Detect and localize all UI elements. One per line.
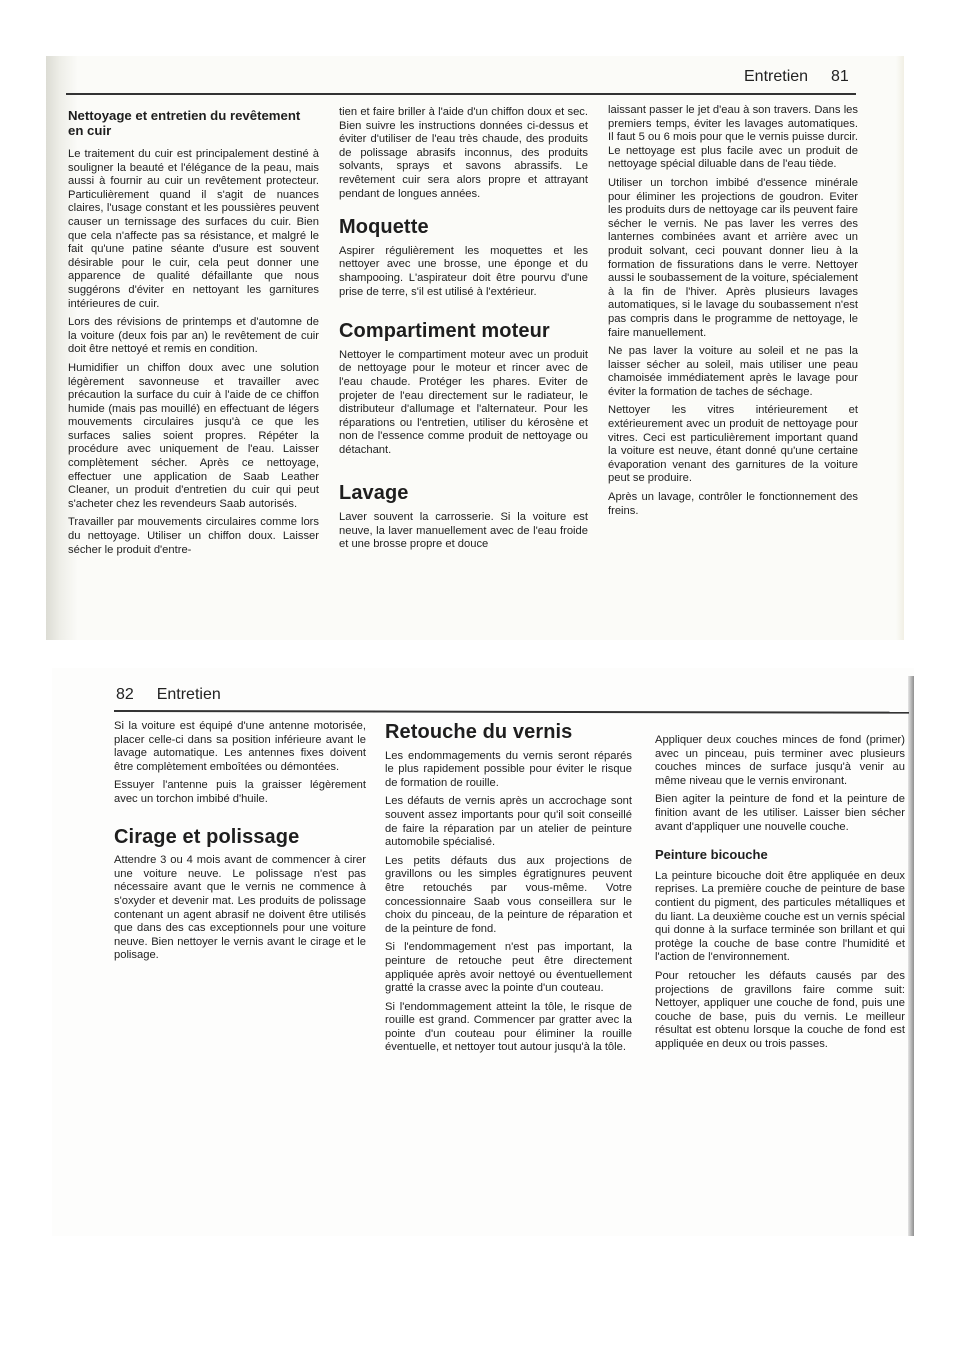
header-section: Entretien [744, 68, 809, 85]
paragraph: Si l'endommagement atteint la tôle, le risque de rouille est grand. Commencer par gratter avec la pointe d'un couteau pour éliminer la rouille éventuelle, et nettoyer tout autour jusqu'à la tôle. [385, 1000, 632, 1054]
paragraph: tien et faire briller à l'aide d'un chiffon doux et sec. Bien suivre les instructions données ci-dessus et éviter d'utiliser de l'eau très chaude, des produits de polissage abrasifs inconnus, des produits solvants, sprays et savons abrassifs. Le revêtement cuir sera alors propre et attrayant pendant de longues années. [339, 106, 588, 200]
paragraph: Humidifier un chiffon doux avec une solution légèrement savonneuse et travailler avec précaution la surface du cuir à l'aide de ce chiffon humide (mais pas mouillé) en effectuant de légers mouvements circulaires jusqu'à ce que les surfaces salies soient propres. Répéter la procédure avec uniquement de l'eau. Laisser complètement sécher. Après ce nettoyage, effectuer une application de Saab Leather Cleaner, un produit d'entretien du cuir qui peut s'acheter chez les revendeurs Saab autorisés. [68, 361, 319, 510]
paragraph: Si l'endommagement n'est pas important, la peinture de retouche peut être directement appliquée après avoir nettoyé ou éventuellement gratté la crasse avec la pointe d'un couteau. [385, 941, 632, 995]
paragraph: Utiliser un torchon imbibé d'essence minérale pour éliminer les projections de goudron. Eviter les produits durs de nettoyage car ils peuvent faire sécher le vernis. Ne pas laver les verres des lanternes combinées avant et arrière avec un produit solvant, ceci pouvant donner lieu à la formation de fissurations dans le verre. Nettoyer aussi le soubassement de la voiture, spécialement à la fin de l'hiver. Après plusieurs lavages automatiques, si le lavage du soubassement n'est pas compris dans le programme de nettoyage, le faire manuellement. [608, 176, 858, 339]
paragraph: Les endommagements du vernis seront réparés le plus rapidement possible pour éviter le risque de formation de rouille. [385, 749, 632, 789]
header-rule [114, 710, 909, 713]
column-1 [68, 108, 319, 562]
paragraph: Laver souvent la carrosserie. Si la voiture est neuve, la laver manuellement avec de l'eau froide et une brosse propre et douce [339, 511, 588, 551]
paragraph: laissant passer le jet d'eau à son travers. Dans les premiers temps, éviter les lavages automatiques. Il faut 5 ou 6 mois pour que le vernis puisse durcir. Le nettoyage est plus facile avec un produit de nettoyage spécial diluable dans de l'eau tiède. [608, 104, 858, 171]
column-3 [655, 734, 905, 1056]
header-rule [66, 93, 856, 95]
page-number: 81 [830, 68, 849, 85]
column-2 [385, 718, 632, 1060]
column-1 [114, 720, 366, 968]
paragraph: Après un lavage, contrôler le fonctionnement des freins. [608, 491, 858, 517]
section-heading-moteur: Compartiment moteur [339, 320, 550, 343]
paragraph: Appliquer deux couches minces de fond (primer) avec un pinceau, puis terminer avec plusieurs couches minces de surface jusqu'à venir au même niveau que le vernis environant. [655, 734, 905, 787]
paragraph: Nettoyer les vitres intérieurement et extérieurement avec un produit de nettoyage pour vitres. Ceci est particulièrement important quand la voiture est neuve, étant donné qu'une certaine évaporation venant des garnitures de la voiture peut se produire. [608, 404, 858, 485]
section-heading-lavage: Lavage [339, 482, 409, 505]
paragraph: Aspirer régulièrement les moquettes et les nettoyer avec une brosse, une éponge et du shampooing. L'aspirateur doit être pourvu d'une prise de terre, s'il est utilisé à l'extérieur. [339, 244, 588, 298]
paragraph: La peinture bicouche doit être appliquée en deux reprises. La première couche de peinture de base contient du pigment, des particules métalliques et du liant. La deuxième couche est un vernis spécial qui donne à la surface terminée son brillant et qui protège la couche de base contre l'humidité et l'action de l'environnement. [655, 869, 906, 964]
header-section: Entretien [156, 686, 221, 703]
paragraph: Les petits défauts dus aux projections de gravillons ou les simples égratignures peuvent être retouchés par vous-même. Votre concessionnaire Saab vous conseillera sur le choix du pinceau, de la peinture de réparation et de la peinture de fond. [385, 854, 632, 935]
section-heading-bicouche: Peinture bicouche [655, 847, 768, 863]
page-82 [52, 668, 914, 1236]
paragraph: Si la voiture est équipé d'une antenne motorisée, placer celle-ci dans sa position inférieure avant le lavage automatique. Les antennes fixes doivent être complètement emboîtées ou démontées. [114, 720, 366, 773]
section-heading: Nettoyage et entretien du revêtement en cuir [68, 108, 301, 138]
paragraph: Les défauts de vernis après un accrochage sont souvent assez importants pour qu'il soit conseillé de faire la réparation par un atelier de peinture automobile spécialisé. [385, 795, 632, 849]
paragraph: Lors des révisions de printemps et d'automne de la voiture (deux fois par an) le revêtement de cuir doit être nettoyé et remis en condition. [68, 316, 319, 356]
column-3 [608, 104, 858, 523]
running-header [744, 68, 849, 86]
page-number: 82 [116, 686, 134, 703]
section-heading-cirage: Cirage et polissage [114, 825, 300, 848]
paragraph: Le traitement du cuir est principalement destiné à souligner la beauté et l'élégance de la peau, mais aussi à fournir au cuir un revêtement protecteur. Particulièrement quand il s'agit de nuances claires, l'usage constant et les poussières peuvent causer un ternissage des surfaces du cuir. Bien que cela n'affecte pas sa résistance, et malgré le fait qu'une patine séante d'usure est souvent désirable pour le cuir, cela peut donner une apparence de qualité défaillante que nous suggérons d'éviter en nettoyant les garnitures intérieures de cuir. [68, 148, 319, 310]
running-header [116, 686, 221, 704]
section-heading-retouche: Retouche du vernis [385, 721, 573, 743]
paragraph: Travailler par mouvements circulaires comme lors du nettoyage. Utiliser un chiffon doux. Laisser sécher le produit d'entre- [68, 516, 319, 556]
paragraph: Bien agiter la peinture de fond et la peinture de finition avant de les utiliser. Laisser bien sécher avant d'appliquer une nouvelle couche. [655, 793, 905, 833]
section-heading-moquette: Moquette [339, 216, 429, 239]
paragraph: Pour retoucher les défauts causés par des projections de gravillons faire comme suit: Nettoyer, appliquer une couche de fond, puis une couche de base, puis du vernis. Le meilleur résultat est obtenu lorsque la couche de fond est appliquée en deux ou trois passes. [655, 969, 905, 1050]
paragraph: Nettoyer le compartiment moteur avec un produit de nettoyage pour le moteur et rincer avec de l'eau chaude. Protéger les phares. Eviter de projeter de l'eau directement sur le radiateur, le distributeur d'allumage et l'alternateur. Pour les réparations ou l'entretien, utiliser du kérosène et non de l'essence comme produit de nettoyage ou détachant. [339, 348, 588, 456]
column-2 [339, 106, 588, 557]
page-edge-shadow [896, 56, 904, 640]
paragraph: Essuyer l'antenne puis la graisser légèrement avec un torchon imbibé d'huile. [114, 779, 366, 805]
page-81 [46, 56, 904, 640]
paragraph: Attendre 3 ou 4 mois avant de commencer à cirer une voiture neuve. Le polissage n'est pas nécessaire avant que le vernis ne commence à s'oxyder et devenir mat. Les produits de polissage contenant un agent abrasif ne doivent être utilisés que dans des cas exceptionnels pour une voiture neuve. Bien nettoyer le vernis avant le cirage et le polisage. [114, 854, 366, 962]
page-edge-shadow [908, 676, 914, 1236]
paragraph: Ne pas laver la voiture au soleil et ne pas la laisser sécher au soleil, mais utiliser une peau chamoisée immédiatement après le lavage pour éviter la formation de taches de séchage. [608, 345, 858, 398]
